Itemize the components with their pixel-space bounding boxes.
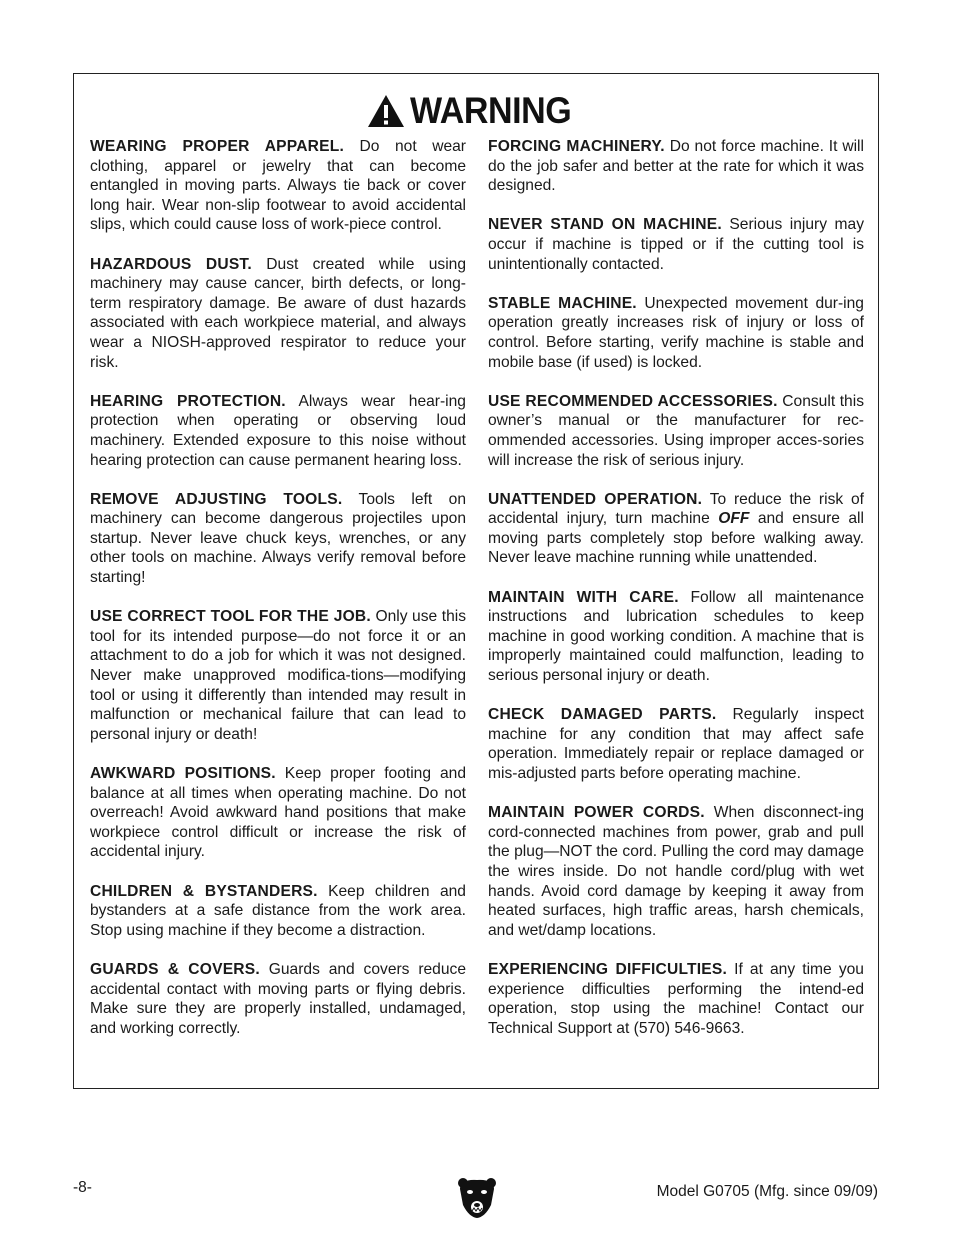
safety-heading: REMOVE ADJUSTING TOOLS. [90, 490, 343, 508]
safety-heading: USE RECOMMENDED ACCESSORIES. [488, 392, 778, 410]
safety-heading: NEVER STAND ON MACHINE. [488, 216, 722, 234]
safety-item [90, 392, 466, 470]
safety-body: Dust created while using machinery may cause cancer, birth defects, or long-term respiratory damage. Be aware of dust hazards associated with each workpiece material, and always wear a NIOSH-approved respirator to reduce your risk. [90, 255, 467, 371]
model-label: Model G0705 (Mfg. since 09/09) [656, 1183, 878, 1200]
safety-heading: CHILDREN & BYSTANDERS. [90, 882, 318, 900]
warning-title: WARNING [410, 90, 572, 131]
safety-item [90, 607, 466, 744]
safety-body: Do not wear clothing, apparel or jewelry that can become entangled in moving parts. Always tie back or cover long hair. Wear non-slip footwear to avoid accidental slips, which could cause loss of work-piece control. [90, 138, 467, 234]
safety-heading: UNATTENDED OPERATION. [488, 490, 703, 508]
safety-item [488, 392, 864, 470]
warning-box [73, 73, 879, 1089]
safety-heading: HEARING PROTECTION. [90, 392, 286, 410]
safety-body: Regularly inspect machine for any condition that may affect safe operation. Immediately repair or replace damaged or mis-adjusted parts before operating machine. [488, 706, 864, 782]
safety-body: Follow all maintenance instructions and lubrication schedules to keep machine in good working condition. A machine that is improperly maintained could malfunction, leading to serious personal injury or death. [488, 588, 864, 685]
safety-item [488, 294, 864, 372]
safety-heading: STABLE MACHINE. [488, 294, 637, 312]
safety-item [90, 490, 466, 588]
safety-item [488, 588, 864, 686]
safety-body: Consult this owner’s manual or the manufacturer for rec-ommended accessories. Using improper acces-sories will increase the risk of serious injury. [488, 392, 864, 469]
safety-heading: MAINTAIN WITH CARE. [488, 588, 679, 606]
safety-item [488, 960, 864, 1038]
safety-heading: AWKWARD POSITIONS. [90, 765, 276, 782]
safety-item [488, 803, 864, 940]
safety-body: Tools left on machinery can become dangerous projectiles upon startup. Never leave chuck keys, wrenches, or any other tools on machine. Always verify removal before starting! [90, 490, 466, 587]
safety-body: Unexpected movement dur-ing operation greatly increases risk of injury or loss of control. Before starting, verify machine is stable and mobile base (if used) is locked. [488, 294, 864, 371]
safety-body: Only use this tool for its intended purpose—do not force it or an attachment to do a job for which it was not designed. Never make unapproved modifica-tions—modifying tool or using it differently than intended may result in malfunction or mechanical failure that can lead to personal injury or death! [90, 608, 466, 743]
safety-heading: HAZARDOUS DUST. [90, 255, 252, 273]
safety-body: Keep children and bystanders at a safe distance from the work area. Stop using machine if they become a distraction. [90, 882, 466, 939]
bear-logo-icon [457, 1175, 497, 1219]
safety-body: Serious injury may occur if machine is tipped or if the cutting tool is unintentionally contacted. [488, 216, 864, 273]
warning-header [74, 91, 878, 131]
safety-item [488, 705, 864, 783]
safety-item [90, 764, 466, 862]
safety-body: If at any time you experience difficulties performing the intend-ed operation, stop using the machine! Contact our Technical Support at (570) 546-9663. [488, 960, 864, 1037]
safety-body: Always wear hear-ing protection when operating or observing loud machinery. Extended exposure to this noise without hearing protection can cause permanent hearing loss. [90, 392, 466, 469]
safety-heading: WEARING PROPER APPAREL. [90, 138, 344, 155]
safety-heading: GUARDS & COVERS. [90, 960, 260, 978]
safety-item [90, 137, 466, 235]
safety-body: and ensure all moving parts completely stop before walking away. Never leave machine running while unattended. [488, 510, 864, 567]
safety-heading: MAINTAIN POWER CORDS. [488, 804, 705, 822]
safety-heading: USE CORRECT TOOL FOR THE JOB. [90, 608, 371, 626]
safety-item [90, 255, 466, 373]
safety-body: When disconnect-ing cord-connected machines from power, grab and pull the plug—NOT the cord. Pulling the cord may damage the wires inside. Do not handle cord/plug with wet hands. Avoid cord damage by keeping it away from heated surfaces, high traffic areas, harsh chemicals, and wet/damp locations. [488, 804, 864, 939]
safety-heading: EXPERIENCING DIFFICULTIES. [488, 960, 728, 978]
page-number: -8- [73, 1179, 92, 1196]
safety-heading: FORCING MACHINERY. [488, 138, 665, 155]
left-column [90, 137, 466, 1058]
safety-body: To reduce the risk of accidental injury, turn machine [488, 490, 864, 528]
safety-body: Keep proper footing and balance at all times when operating machine. Do not overreach! Avoid awkward hand positions that make workpiece control difficult or increase the risk of accidental injury. [90, 765, 466, 861]
safety-item [488, 490, 864, 568]
safety-body: Guards and covers reduce accidental contact with moving parts or flying debris. Make sure they are properly installed, undamaged, and working correctly. [90, 960, 466, 1037]
warning-triangle-icon [366, 93, 406, 129]
right-column [488, 137, 864, 1058]
safety-item [488, 137, 864, 196]
safety-body: Do not force machine. It will do the job safer and better at the rate for which it was designed. [488, 138, 864, 195]
safety-item [488, 215, 864, 274]
safety-item [90, 960, 466, 1038]
off-emphasis: OFF [718, 510, 750, 528]
safety-item [90, 882, 466, 941]
safety-heading: CHECK DAMAGED PARTS. [488, 706, 717, 724]
